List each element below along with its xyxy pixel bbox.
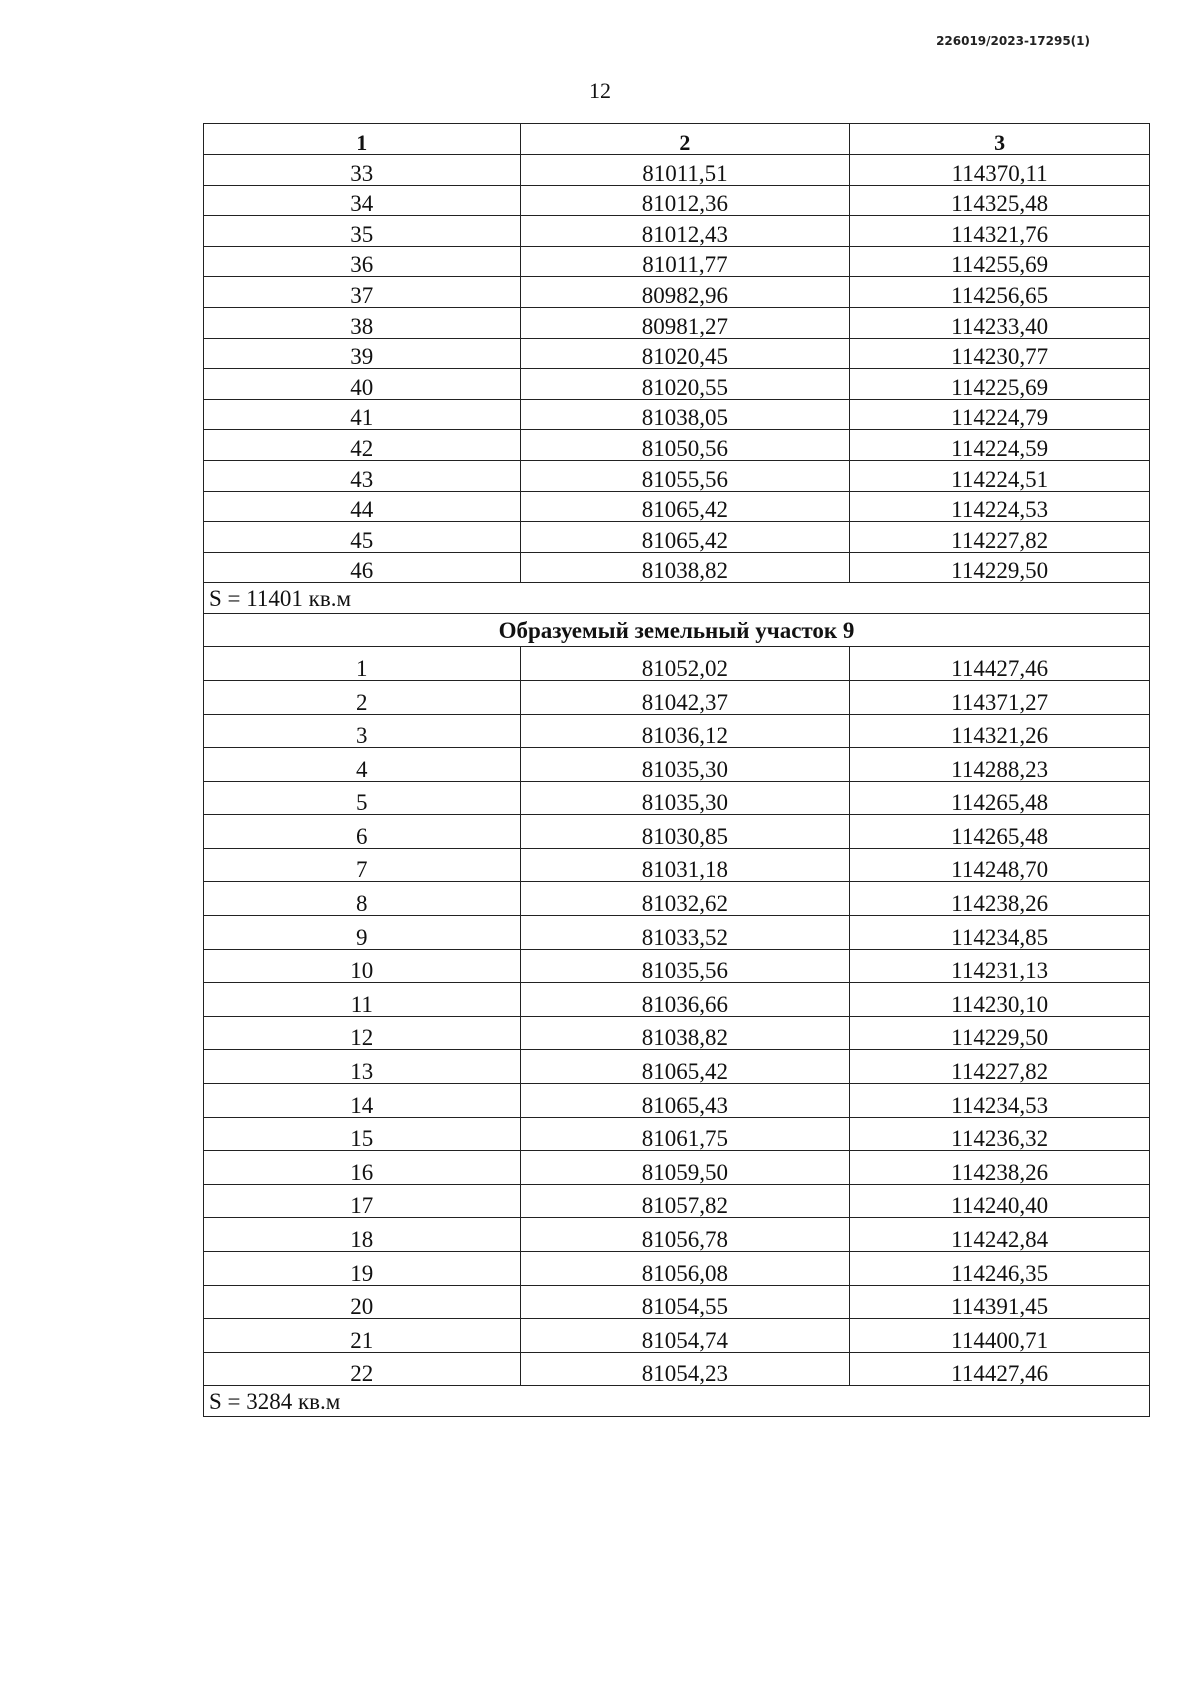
table-row <box>204 647 1150 681</box>
point-number-cell: 6 <box>204 815 521 849</box>
point-number-cell: 14 <box>204 1084 521 1118</box>
x-coordinate-cell: 81065,42 <box>520 522 850 553</box>
point-number-cell: 10 <box>204 949 521 983</box>
point-number-cell: 20 <box>204 1285 521 1319</box>
point-number-cell: 38 <box>204 307 521 338</box>
point-number-cell: 35 <box>204 216 521 247</box>
point-number-cell: 33 <box>204 155 521 186</box>
header-col-3: 3 <box>850 124 1150 155</box>
point-number-cell: 22 <box>204 1352 521 1386</box>
y-coordinate-cell: 114224,79 <box>850 399 1150 430</box>
y-coordinate-cell: 114371,27 <box>850 680 1150 714</box>
x-coordinate-cell: 81055,56 <box>520 460 850 491</box>
table-row <box>204 882 1150 916</box>
y-coordinate-cell: 114321,26 <box>850 714 1150 748</box>
point-number-cell: 45 <box>204 522 521 553</box>
x-coordinate-cell: 81054,23 <box>520 1352 850 1386</box>
point-number-cell: 7 <box>204 848 521 882</box>
point-number-cell: 36 <box>204 246 521 277</box>
x-coordinate-cell: 81054,74 <box>520 1319 850 1353</box>
y-coordinate-cell: 114229,50 <box>850 552 1150 583</box>
y-coordinate-cell: 114427,46 <box>850 1352 1150 1386</box>
table-row <box>204 246 1150 277</box>
x-coordinate-cell: 81038,05 <box>520 399 850 430</box>
x-coordinate-cell: 80982,96 <box>520 277 850 308</box>
x-coordinate-cell: 81012,36 <box>520 185 850 216</box>
y-coordinate-cell: 114227,82 <box>850 1050 1150 1084</box>
section-header-row <box>204 614 1150 647</box>
y-coordinate-cell: 114246,35 <box>850 1252 1150 1286</box>
table-row <box>204 949 1150 983</box>
x-coordinate-cell: 81042,37 <box>520 680 850 714</box>
table-row <box>204 1352 1150 1386</box>
point-number-cell: 5 <box>204 781 521 815</box>
point-number-cell: 3 <box>204 714 521 748</box>
y-coordinate-cell: 114227,82 <box>850 522 1150 553</box>
table-row <box>204 1117 1150 1151</box>
table-row <box>204 1285 1150 1319</box>
y-coordinate-cell: 114233,40 <box>850 307 1150 338</box>
area-summary-row <box>204 583 1150 614</box>
table-row <box>204 1218 1150 1252</box>
table-row <box>204 1252 1150 1286</box>
y-coordinate-cell: 114238,26 <box>850 882 1150 916</box>
x-coordinate-cell: 81065,42 <box>520 1050 850 1084</box>
point-number-cell: 21 <box>204 1319 521 1353</box>
point-number-cell: 19 <box>204 1252 521 1286</box>
x-coordinate-cell: 81065,42 <box>520 491 850 522</box>
y-coordinate-cell: 114224,59 <box>850 430 1150 461</box>
table-row <box>204 748 1150 782</box>
x-coordinate-cell: 81057,82 <box>520 1184 850 1218</box>
table-row <box>204 307 1150 338</box>
x-coordinate-cell: 80981,27 <box>520 307 850 338</box>
y-coordinate-cell: 114325,48 <box>850 185 1150 216</box>
y-coordinate-cell: 114321,76 <box>850 216 1150 247</box>
point-number-cell: 11 <box>204 983 521 1017</box>
table-row <box>204 848 1150 882</box>
table-row <box>204 522 1150 553</box>
y-coordinate-cell: 114231,13 <box>850 949 1150 983</box>
table-row <box>204 277 1150 308</box>
y-coordinate-cell: 114234,53 <box>850 1084 1150 1118</box>
y-coordinate-cell: 114391,45 <box>850 1285 1150 1319</box>
x-coordinate-cell: 81054,55 <box>520 1285 850 1319</box>
y-coordinate-cell: 114224,51 <box>850 460 1150 491</box>
table-row <box>204 185 1150 216</box>
x-coordinate-cell: 81036,66 <box>520 983 850 1017</box>
y-coordinate-cell: 114236,32 <box>850 1117 1150 1151</box>
table-row <box>204 1184 1150 1218</box>
y-coordinate-cell: 114224,53 <box>850 491 1150 522</box>
x-coordinate-cell: 81033,52 <box>520 916 850 950</box>
table-row <box>204 983 1150 1017</box>
point-number-cell: 2 <box>204 680 521 714</box>
table-row <box>204 216 1150 247</box>
x-coordinate-cell: 81012,43 <box>520 216 850 247</box>
y-coordinate-cell: 114240,40 <box>850 1184 1150 1218</box>
x-coordinate-cell: 81036,12 <box>520 714 850 748</box>
point-number-cell: 12 <box>204 1016 521 1050</box>
x-coordinate-cell: 81035,56 <box>520 949 850 983</box>
x-coordinate-cell: 81011,77 <box>520 246 850 277</box>
y-coordinate-cell: 114234,85 <box>850 916 1150 950</box>
table-row <box>204 399 1150 430</box>
table-row <box>204 714 1150 748</box>
x-coordinate-cell: 81020,45 <box>520 338 850 369</box>
x-coordinate-cell: 81038,82 <box>520 1016 850 1050</box>
y-coordinate-cell: 114265,48 <box>850 781 1150 815</box>
section-title: Образуемый земельный участок 9 <box>204 614 1150 647</box>
y-coordinate-cell: 114255,69 <box>850 246 1150 277</box>
point-number-cell: 15 <box>204 1117 521 1151</box>
y-coordinate-cell: 114225,69 <box>850 369 1150 400</box>
area-summary-2: S = 3284 кв.м <box>204 1386 1150 1417</box>
header-col-1: 1 <box>204 124 521 155</box>
point-number-cell: 1 <box>204 647 521 681</box>
table-row <box>204 916 1150 950</box>
table-row <box>204 155 1150 186</box>
point-number-cell: 9 <box>204 916 521 950</box>
x-coordinate-cell: 81032,62 <box>520 882 850 916</box>
table-row <box>204 1016 1150 1050</box>
y-coordinate-cell: 114230,77 <box>850 338 1150 369</box>
point-number-cell: 37 <box>204 277 521 308</box>
x-coordinate-cell: 81030,85 <box>520 815 850 849</box>
table-row <box>204 460 1150 491</box>
x-coordinate-cell: 81020,55 <box>520 369 850 400</box>
table-row <box>204 1319 1150 1353</box>
header-col-2: 2 <box>520 124 850 155</box>
table-row <box>204 1151 1150 1185</box>
x-coordinate-cell: 81038,82 <box>520 552 850 583</box>
point-number-cell: 18 <box>204 1218 521 1252</box>
coordinates-table <box>203 123 1150 1417</box>
table-row <box>204 552 1150 583</box>
y-coordinate-cell: 114230,10 <box>850 983 1150 1017</box>
table-row <box>204 338 1150 369</box>
point-number-cell: 44 <box>204 491 521 522</box>
x-coordinate-cell: 81056,08 <box>520 1252 850 1286</box>
point-number-cell: 43 <box>204 460 521 491</box>
y-coordinate-cell: 114370,11 <box>850 155 1150 186</box>
x-coordinate-cell: 81061,75 <box>520 1117 850 1151</box>
table-body-part1 <box>204 155 1150 583</box>
area-summary-1: S = 11401 кв.м <box>204 583 1150 614</box>
x-coordinate-cell: 81031,18 <box>520 848 850 882</box>
x-coordinate-cell: 81059,50 <box>520 1151 850 1185</box>
x-coordinate-cell: 81056,78 <box>520 1218 850 1252</box>
point-number-cell: 13 <box>204 1050 521 1084</box>
area-summary-row <box>204 1386 1150 1417</box>
table-row <box>204 369 1150 400</box>
table-row <box>204 781 1150 815</box>
y-coordinate-cell: 114229,50 <box>850 1016 1150 1050</box>
point-number-cell: 46 <box>204 552 521 583</box>
point-number-cell: 8 <box>204 882 521 916</box>
table-row <box>204 815 1150 849</box>
x-coordinate-cell: 81035,30 <box>520 748 850 782</box>
x-coordinate-cell: 81050,56 <box>520 430 850 461</box>
table-row <box>204 491 1150 522</box>
table-row <box>204 430 1150 461</box>
table-body-part2 <box>204 647 1150 1386</box>
table-row <box>204 1084 1150 1118</box>
y-coordinate-cell: 114238,26 <box>850 1151 1150 1185</box>
table-row <box>204 680 1150 714</box>
point-number-cell: 40 <box>204 369 521 400</box>
x-coordinate-cell: 81052,02 <box>520 647 850 681</box>
x-coordinate-cell: 81011,51 <box>520 155 850 186</box>
point-number-cell: 34 <box>204 185 521 216</box>
y-coordinate-cell: 114242,84 <box>850 1218 1150 1252</box>
table-row <box>204 1050 1150 1084</box>
y-coordinate-cell: 114427,46 <box>850 647 1150 681</box>
point-number-cell: 42 <box>204 430 521 461</box>
point-number-cell: 16 <box>204 1151 521 1185</box>
document-id: 226019/2023-17295(1) <box>936 34 1090 48</box>
y-coordinate-cell: 114265,48 <box>850 815 1150 849</box>
x-coordinate-cell: 81065,43 <box>520 1084 850 1118</box>
y-coordinate-cell: 114400,71 <box>850 1319 1150 1353</box>
point-number-cell: 39 <box>204 338 521 369</box>
page-number: 12 <box>589 78 611 103</box>
x-coordinate-cell: 81035,30 <box>520 781 850 815</box>
y-coordinate-cell: 114248,70 <box>850 848 1150 882</box>
point-number-cell: 4 <box>204 748 521 782</box>
y-coordinate-cell: 114256,65 <box>850 277 1150 308</box>
header-row <box>204 124 1150 155</box>
y-coordinate-cell: 114288,23 <box>850 748 1150 782</box>
point-number-cell: 41 <box>204 399 521 430</box>
point-number-cell: 17 <box>204 1184 521 1218</box>
